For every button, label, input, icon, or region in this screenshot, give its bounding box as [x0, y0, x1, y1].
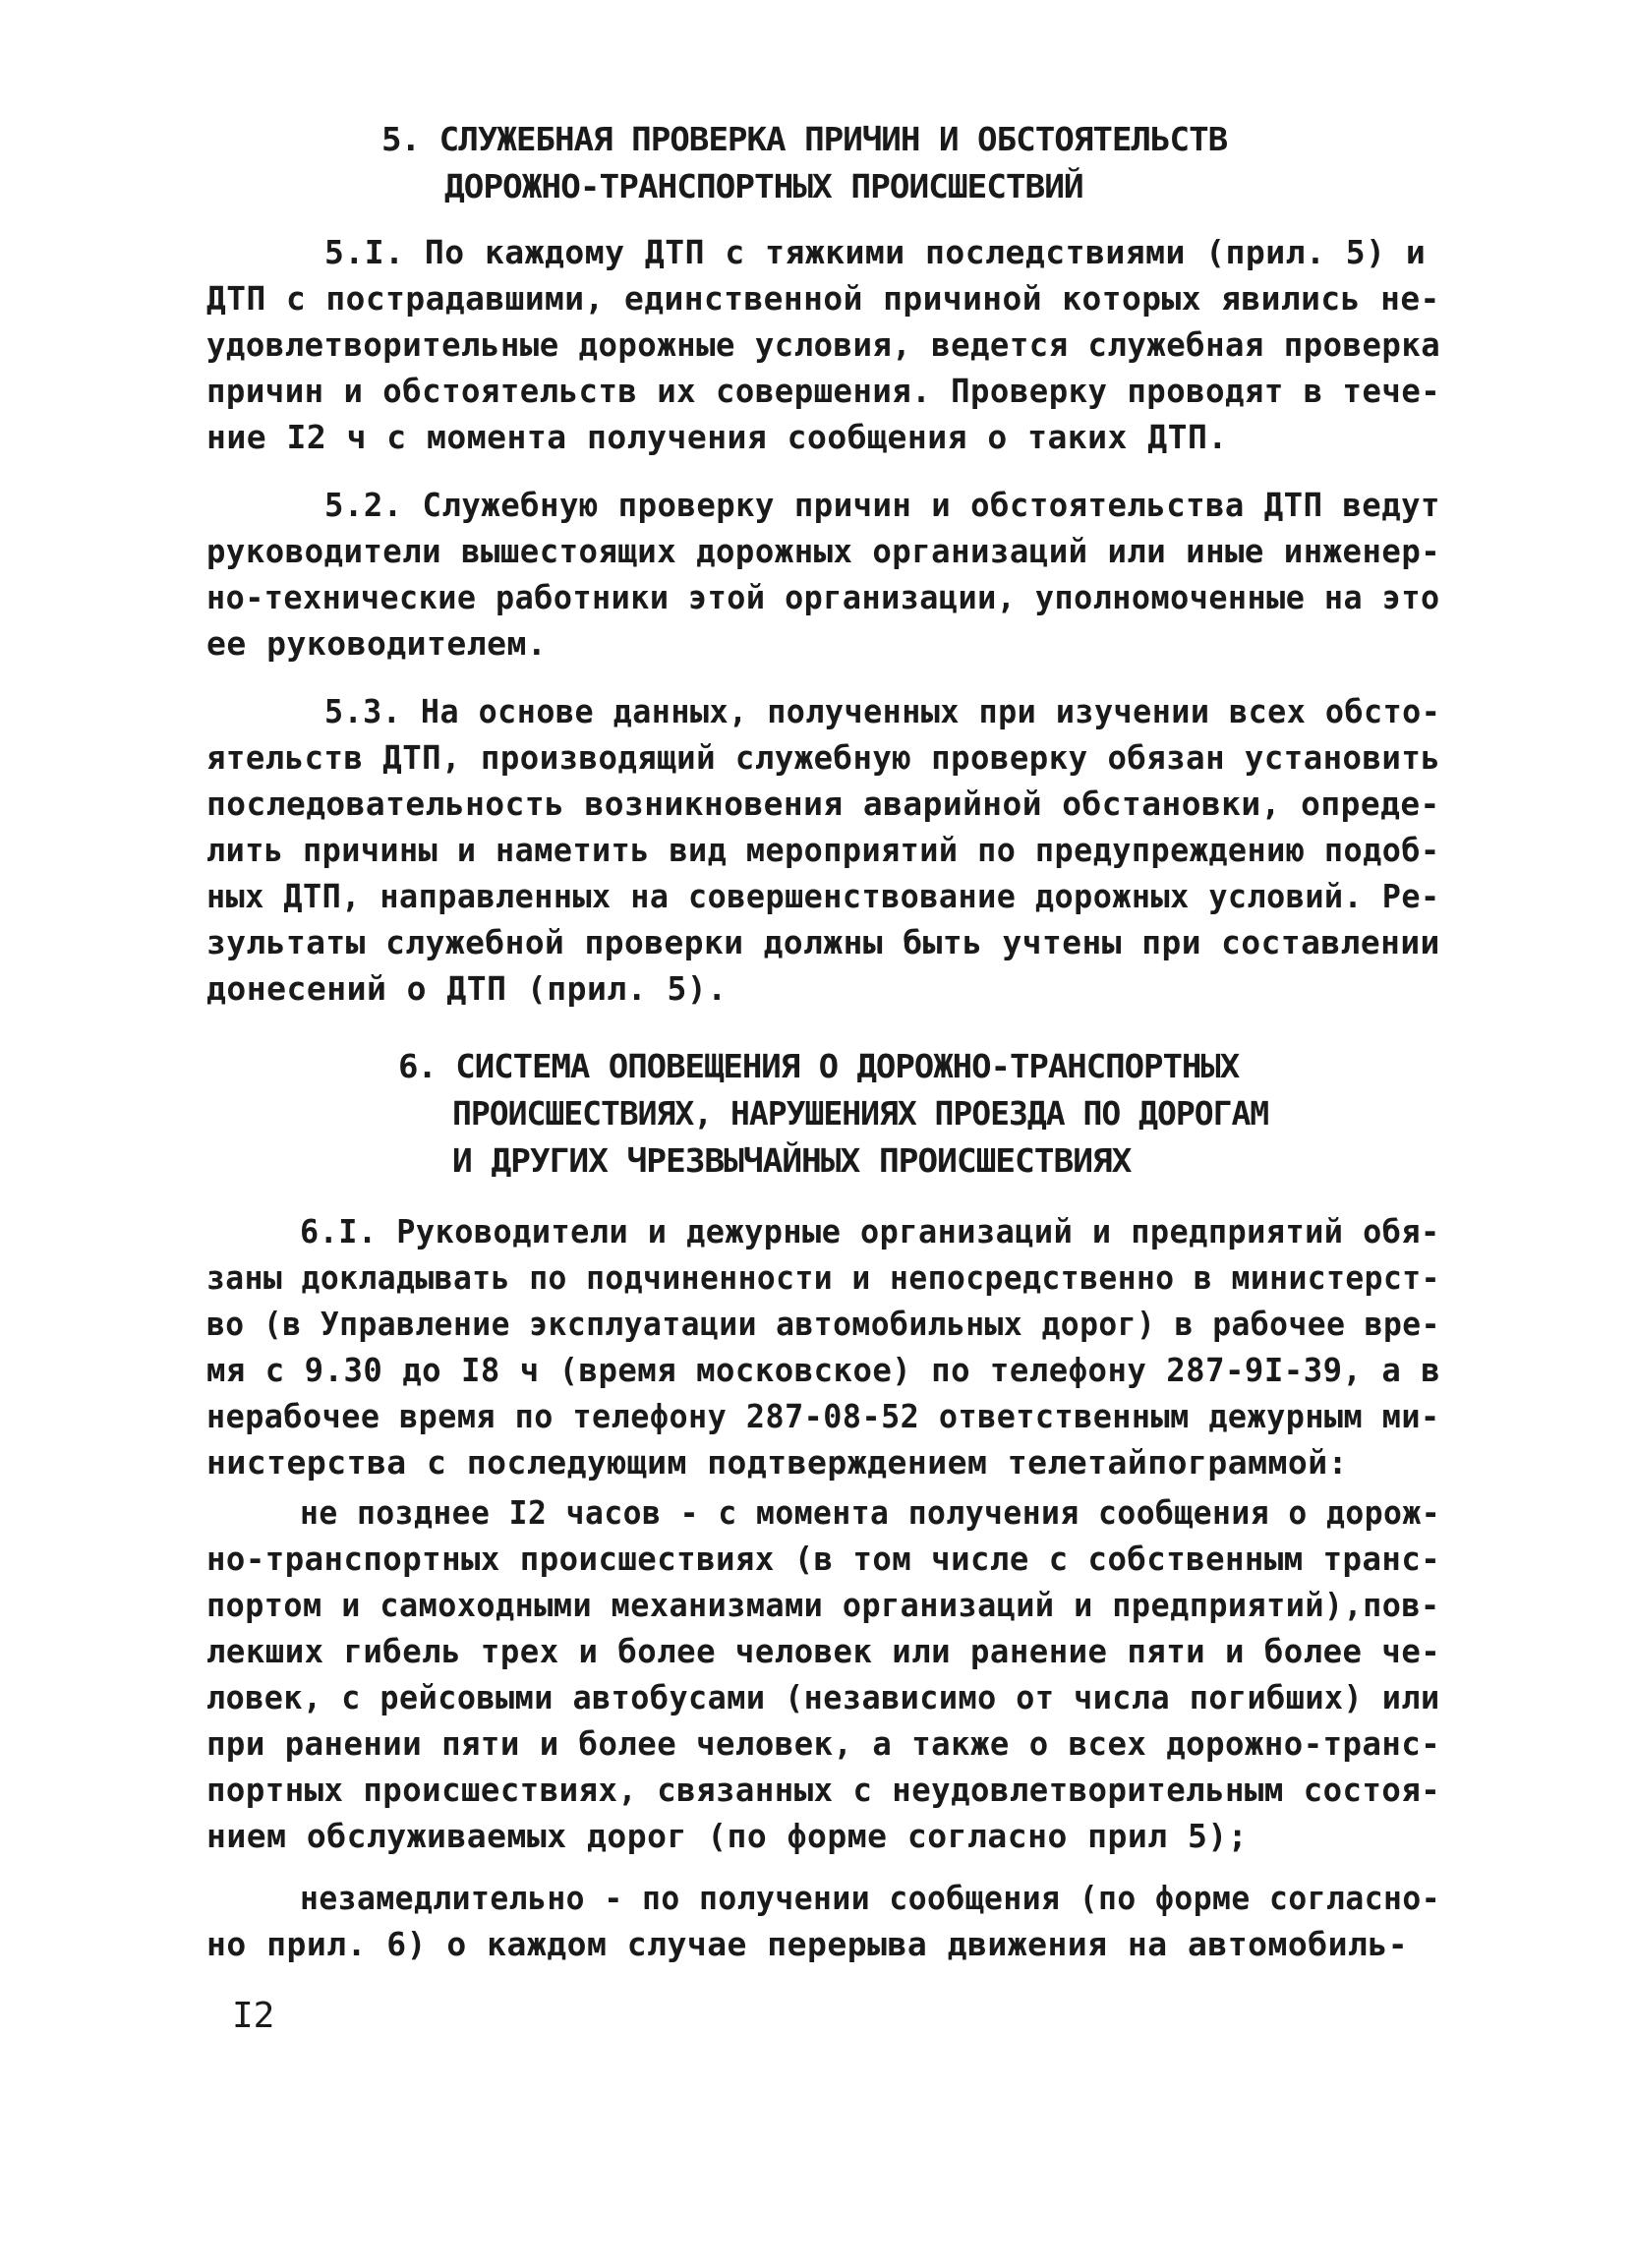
paragraph-5-3-line-3: последовательность возникновения аварийной обстановки, опреде- [206, 785, 1440, 823]
paragraph-5-1-line-4: причин и обстоятельств их совершения. Проверку проводят в тече- [206, 372, 1441, 410]
paragraph-6-1c-line-2: но прил. 6) о каждом случае перерыва движения на автомобиль- [206, 1925, 1409, 1963]
paragraph-5-2-line-2: руководители вышестоящих дорожных организаций или иные инженер- [206, 532, 1441, 570]
paragraph-6-1b-line-4: лекших гибель трех и более человек или ранение пяти и более че- [206, 1632, 1441, 1670]
paragraph-5-1-line-5: ние I2 ч с момента получения сообщения о таких ДТП. [206, 418, 1228, 456]
paragraph-6-1b-line-3: портом и самоходными механизмами организаций и предприятий),пов- [206, 1586, 1440, 1624]
paragraph-6-1c-line-1: незамедлительно - по получении сообщения (по форме согласно- [300, 1879, 1441, 1917]
paragraph-5-1-line-3: удовлетворительные дорожные условия, ведется служебная проверка [206, 325, 1441, 364]
paragraph-6-1-line-5: нерабочее время по телефону 287-08-52 ответственным дежурным ми- [206, 1397, 1440, 1435]
paragraph-6-1-line-2: заны докладывать по подчиненности и непосредственно в министерст- [206, 1258, 1440, 1297]
paragraph-5-1-line-2: ДТП с пострадавшими, единственной причиной которых явились не- [206, 279, 1440, 318]
paragraph-6-1-line-3: во (в Управление эксплуатации автомобильных дорог) в рабочее вре- [206, 1305, 1440, 1343]
paragraph-5-3-line-5: ных ДТП, направленных на совершенствование дорожных условий. Ре- [206, 877, 1440, 915]
paragraph-6-1b-line-2: но-транспортных происшествиях (в том числе с собственным транс- [206, 1540, 1441, 1578]
paragraph-5-3-line-4: лить причины и наметить вид мероприятий по предупреждению подоб- [206, 831, 1440, 869]
paragraph-6-1-line-6: нистерства с последующим подтверждением телетайпограммой: [206, 1443, 1348, 1482]
paragraph-6-1b-line-6: при ранении пяти и более человек, а также о всех дорожно-транс- [206, 1724, 1441, 1763]
paragraph-6-1-line-1: 6.I. Руководители и дежурные организаций и предприятий обя- [300, 1212, 1440, 1250]
paragraph-6-1b-line-1: не позднее I2 часов - с момента получения сообщения о дорож- [300, 1493, 1441, 1532]
paragraph-5-3-line-6: зультаты служебной проверки должны быть учтены при составлении [206, 923, 1440, 961]
section-5-title-line-2: ДОРОЖНО-ТРАНСПОРТНЫХ ПРОИСШЕСТВИЙ [444, 167, 1083, 205]
section-6-title-line-2: ПРОИСШЕСТВИЯХ, НАРУШЕНИЯХ ПРОЕЗДА ПО ДОРОГАМ [452, 1094, 1269, 1133]
paragraph-6-1-line-4: мя с 9.30 до I8 ч (время московское) по телефону 287-9I-39, а в [206, 1351, 1441, 1389]
paragraph-5-3-line-7: донесений о ДТП (прил. 5). [206, 969, 728, 1008]
paragraph-5-1-line-1: 5.I. По каждому ДТП с тяжкими последствиями (прил. 5) и [324, 233, 1427, 271]
paragraph-5-2-line-1: 5.2. Служебную проверку причин и обстоятельства ДТП ведут [324, 486, 1440, 524]
paragraph-5-3-line-1: 5.3. На основе данных, полученных при изучении всех обсто- [324, 692, 1441, 730]
paragraph-5-2-line-3: но-технические работники этой организации, уполномоченные на это [206, 578, 1440, 616]
paragraph-5-2-line-4: ее руководителем. [206, 624, 548, 663]
paragraph-6-1b-line-8: нием обслуживаемых дорог (по форме согласно прил 5); [206, 1817, 1249, 1855]
paragraph-6-1b-line-5: ловек, с рейсовыми автобусами (независимо от числа погибших) или [206, 1678, 1440, 1716]
paragraph-6-1b-line-7: портных происшествиях, связанных с неудовлетворительным состоя- [206, 1771, 1441, 1809]
section-6-title-line-3: И ДРУГИХ ЧРЕЗВЫЧАЙНЫХ ПРОИСШЕСТВИЯХ [452, 1141, 1132, 1180]
section-5-title-line-1: 5. СЛУЖЕБНАЯ ПРОВЕРКА ПРИЧИН И ОБСТОЯТЕЛЬСТВ [381, 120, 1228, 158]
paragraph-5-3-line-2: ятельств ДТП, производящий служебную проверку обязан установить [206, 738, 1441, 777]
page-number: I2 [232, 1996, 275, 2036]
section-6-title-line-1: 6. СИСТЕМА ОПОВЕЩЕНИЯ О ДОРОЖНО-ТРАНСПОРТНЫХ [398, 1047, 1240, 1085]
